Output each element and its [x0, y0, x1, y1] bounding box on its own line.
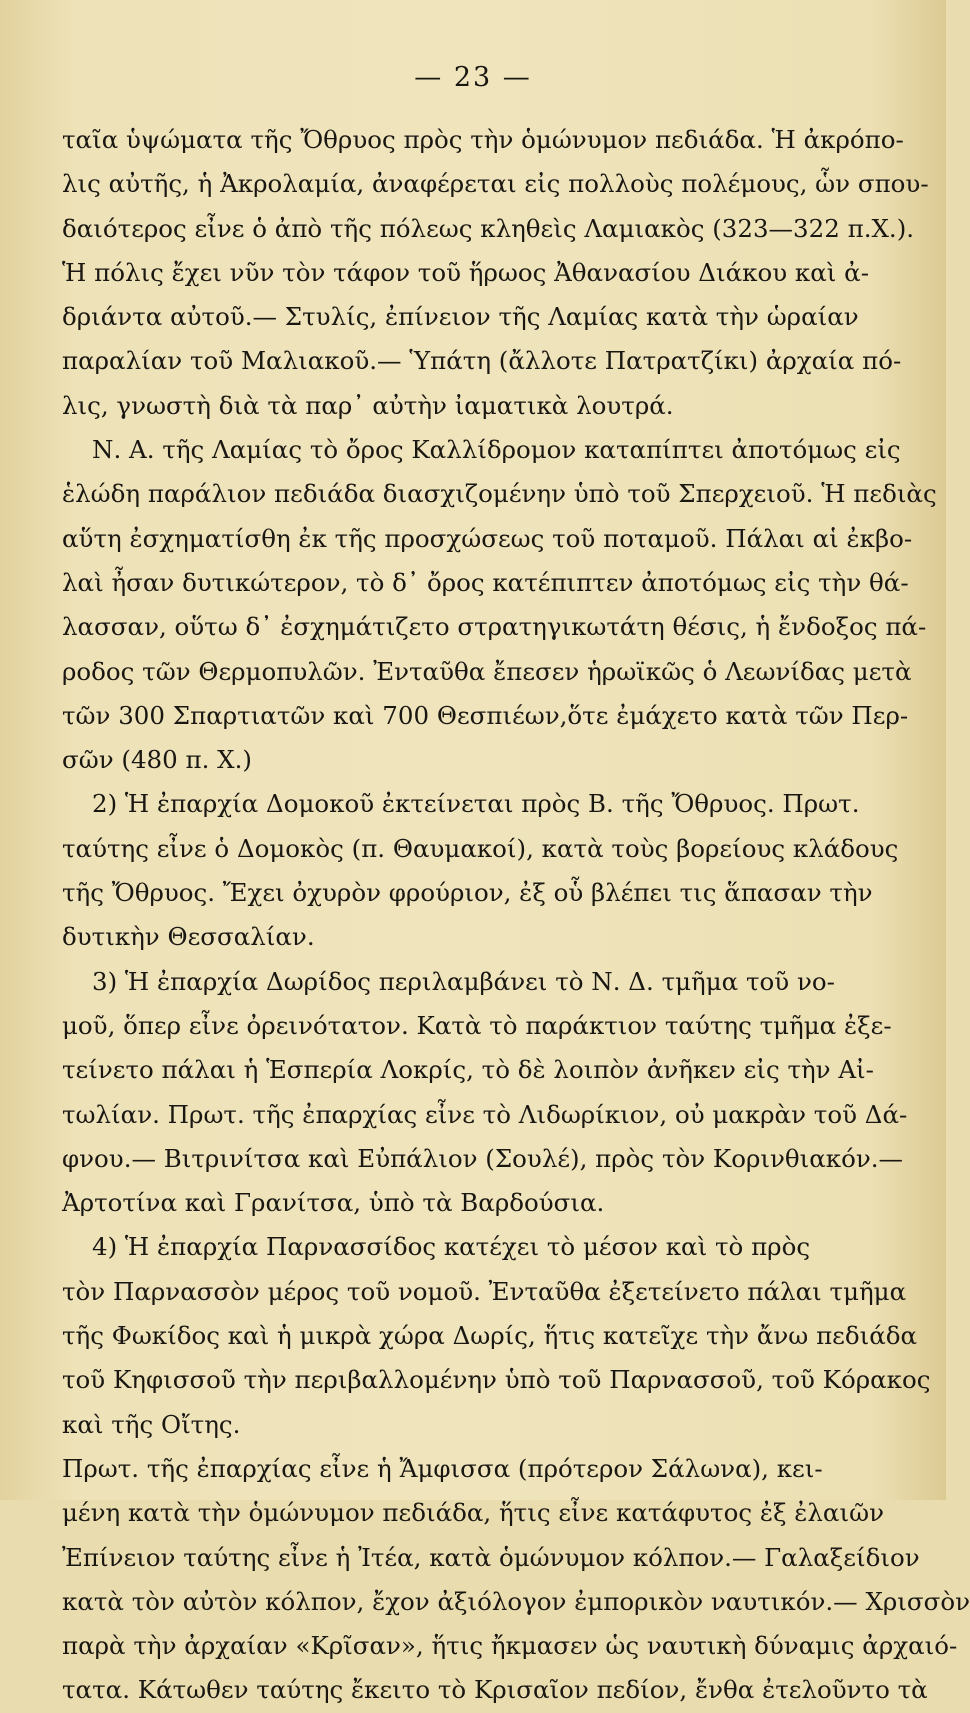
text-line: παραλίαν τοῦ Μαλιακοῦ.— Ὑπάτη (ἄλλοτε Πατρατζίκι) ἀρχαία πό- — [62, 346, 902, 376]
text-line: τοῦ Κηφισσοῦ τὴν περιβαλλομένην ὑπὸ τοῦ Παρνασσοῦ, τοῦ Κόρακος — [62, 1365, 931, 1395]
text-line: Ἡ πόλις ἔχει νῦν τὸν τάφον τοῦ ἥρωος Ἀθανασίου Διάκου καὶ ἀ- — [62, 257, 869, 287]
text-line: λασσαν, οὕτω δ᾿ ἐσχημάτιζετο στρατηγικωτάτη θέσις, ἡ ἔνδοξος πά- — [62, 612, 927, 642]
text-line: λις αὐτῆς, ἡ Ἀκρολαμία, ἀναφέρεται εἰς πολλοὺς πολέμους, ὧν σπου- — [62, 169, 929, 199]
text-line: αὕτη ἐσχηματίσθη ἐκ τῆς προσχώσεως τοῦ ποταμοῦ. Πάλαι αἱ ἐκβο- — [62, 523, 913, 553]
text-line: τῶν 300 Σπαρτιατῶν καὶ 700 Θεσπιέων,ὅτε ἐμάχετο κατὰ τῶν Περ- — [62, 700, 909, 730]
text-line: δυτικὴν Θεσσαλίαν. — [62, 922, 315, 952]
text-line: 4) Ἡ ἐπαρχία Παρνασσίδος κατέχει τὸ μέσον καὶ τὸ πρὸς — [92, 1232, 811, 1262]
text-line: 3) Ἡ ἐπαρχία Δωρίδος περιλαμβάνει τὸ Ν. Δ. τμῆμα τοῦ νο- — [92, 966, 835, 996]
page-number: — 23 — — [414, 62, 532, 93]
text-line: σῶν (480 π. Χ.) — [62, 745, 252, 775]
text-line: μοῦ, ὅπερ εἶνε ὀρεινότατον. Κατὰ τὸ παράκτιον ταύτης τμῆμα ἐξε- — [62, 1010, 892, 1040]
text-line: παρὰ τὴν ἀρχαίαν «Κρῖσαν», ἥτις ἤκμασεν ὡς ναυτικὴ δύναμις ἀρχαιό- — [62, 1631, 958, 1661]
text-line: 2) Ἡ ἐπαρχία Δομοκοῦ ἐκτείνεται πρὸς Β. τῆς Ὄθρυος. Πρωτ. — [92, 789, 860, 819]
text-line: τατα. Κάτωθεν ταύτης ἔκειτο τὸ Κρισαῖον πεδίον, ἔνθα ἐτελοῦντο τὰ — [62, 1675, 928, 1705]
text-line: δριάντα αὐτοῦ.— Στυλίς, ἐπίνειον τῆς Λαμίας κατὰ τὴν ὡραίαν — [62, 302, 859, 332]
text-line: καὶ τῆς Οἴτης. — [62, 1409, 241, 1439]
text-line: ἑλώδη παράλιον πεδιάδα διασχιζομένην ὑπὸ τοῦ Σπερχειοῦ. Ἡ πεδιὰς — [62, 479, 937, 509]
text-line: φνου.— Βιτρινίτσα καὶ Εὐπάλιον (Σουλέ), πρὸς τὸν Κορινθιακόν.— — [62, 1143, 904, 1173]
text-line: Πρωτ. τῆς ἐπαρχίας εἶνε ἡ Ἄμφισσα (πρότερον Σάλωνα), κει- — [62, 1453, 823, 1483]
text-line: ταύτης εἶνε ὁ Δομοκὸς (π. Θαυμακοί), κατὰ τοὺς βορείους κλάδους — [62, 833, 899, 863]
text-line: τείνετο πάλαι ἡ Ἑσπερία Λοκρίς, τὸ δὲ λοιπὸν ἀνῆκεν εἰς τὴν Αἰ- — [62, 1055, 874, 1085]
text-line: δαιότερος εἶνε ὁ ἀπὸ τῆς πόλεως κληθεὶς Λαμιακὸς (323—322 π.Χ.). — [62, 213, 915, 243]
text-line: ταῖα ὑψώματα τῆς Ὄθρυος πρὸς τὴν ὁμώνυμον πεδιάδα. Ἡ ἀκρόπο- — [62, 125, 904, 154]
text-line: Ἀρτοτίνα καὶ Γρανίτσα, ὑπὸ τὰ Βαρδούσια. — [62, 1188, 605, 1218]
text-line: Ἐπίνειον ταύτης εἶνε ἡ Ἰτέα, κατὰ ὁμώνυμον κόλπον.— Γαλαξείδιον — [62, 1542, 920, 1572]
text-line: μένη κατὰ τὴν ὁμώνυμον πεδιάδα, ἥτις εἶνε κατάφυτος ἐξ ἐλαιῶν — [62, 1498, 884, 1528]
text-line: τωλίαν. Πρωτ. τῆς ἐπαρχίας εἶνε τὸ Λιδωρίκιον, οὐ μακρὰν τοῦ Δά- — [62, 1099, 908, 1129]
text-line: Ν. Α. τῆς Λαμίας τὸ ὄρος Καλλίδρομον καταπίπτει ἀποτόμως εἰς — [92, 435, 901, 465]
body-text — [62, 118, 970, 1713]
text-line: ροδος τῶν Θερμοπυλῶν. Ἐνταῦθα ἔπεσεν ἡρωϊκῶς ὁ Λεωνίδας μετὰ — [62, 656, 912, 686]
text-line: λαὶ ἦσαν δυτικώτερον, τὸ δ᾿ ὄρος κατέπιπτεν ἀποτόμως εἰς τὴν θά- — [62, 567, 909, 597]
text-line: τὸν Παρνασσὸν μέρος τοῦ νομοῦ. Ἐνταῦθα ἐξετείνετο πάλαι τμῆμα — [62, 1276, 907, 1306]
text-line: κατὰ τὸν αὐτὸν κόλπον, ἔχον ἀξιόλογον ἐμπορικὸν ναυτικόν.— Χρισσὸν — [62, 1586, 970, 1616]
text-line: λις, γνωστὴ διὰ τὰ παρ᾿ αὐτὴν ἰαματικὰ λουτρά. — [62, 390, 674, 420]
text-line: τῆς Φωκίδος καὶ ἡ μικρὰ χώρα Δωρίς, ἥτις κατεῖχε τὴν ἄνω πεδιάδα — [62, 1321, 918, 1351]
text-line: τῆς Ὄθρυος. Ἔχει ὀχυρὸν φρούριον, ἐξ οὗ βλέπει τις ἅπασαν τὴν — [62, 878, 873, 908]
